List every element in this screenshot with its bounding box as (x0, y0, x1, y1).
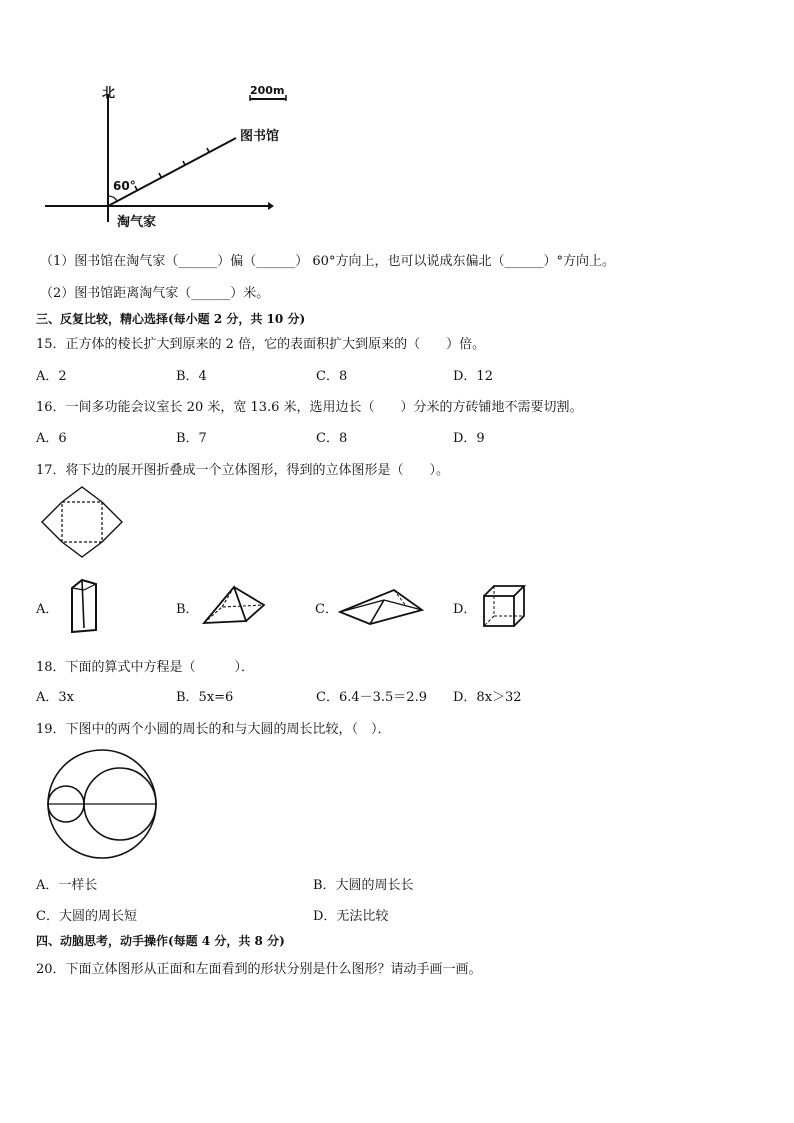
q18-option-b: B．5x=6 (176, 690, 234, 705)
q16-option-d: D．9 (453, 431, 485, 446)
net-bottom-triangle (62, 542, 102, 557)
ray-tick (207, 148, 209, 152)
q16-option-b: B．7 (176, 431, 207, 446)
east-arrow (268, 202, 274, 210)
cube-figure (478, 582, 532, 630)
q18-option-c: C．6.4－3.5＝2.9 (316, 690, 427, 705)
q18-option-d: D．8x＞32 (453, 690, 522, 705)
q15-option-c: C．8 (316, 369, 348, 384)
north-label: 北 (102, 86, 116, 101)
q17-option-d: D． (453, 602, 477, 617)
q18-option-a: A．3x (36, 690, 74, 705)
circles-figure (44, 748, 162, 862)
pyramid-net-figure (40, 485, 126, 559)
q17-option-a: A． (36, 602, 59, 617)
map-question-1: （1）图书馆在淘气家（______）偏（______） 60°方向上，也可以说成东偏北（______）°方向上。 (40, 254, 615, 269)
home-label: 淘气家 (117, 215, 157, 230)
question-20-stem: 20．下面立体图形从正面和左面看到的形状分别是什么图形？请动手画一画。 (36, 962, 482, 977)
map-question-2: （2）图书馆距离淘气家（______）米。 (40, 286, 270, 301)
q16-option-c: C．8 (316, 431, 348, 446)
q17-option-c: C． (315, 602, 338, 617)
angle-label: 60° (113, 179, 136, 193)
scale-label: 200m (250, 84, 285, 97)
library-label: 图书馆 (240, 129, 280, 144)
net-right-triangle (102, 502, 122, 542)
question-19-stem: 19．下图中的两个小圆的周长的和与大圆的周长比较，（ ）． (36, 722, 391, 737)
question-18-stem: 18．下面的算式中方程是（ ）． (36, 660, 255, 675)
triangular-prism-upright-figure (64, 576, 104, 636)
library-ray (108, 138, 236, 206)
q16-option-a: A．6 (36, 431, 67, 446)
q19-option-a: A．一样长 (36, 878, 98, 893)
question-15-stem: 15．正方体的棱长扩大到原来的 2 倍，它的表面积扩大到原来的（ ）倍。 (36, 337, 486, 352)
net-top-triangle (62, 487, 102, 502)
square-pyramid-figure (200, 583, 270, 627)
ray-tick (183, 161, 185, 165)
ray-tick (159, 173, 161, 177)
direction-map-figure (40, 80, 300, 230)
angle-arc (108, 196, 117, 201)
question-16-stem: 16．一间多功能会议室长 20 米，宽 13.6 米，选用边长（ ）分米的方砖铺地不需要切割。 (36, 400, 583, 415)
q15-option-a: A．2 (36, 369, 67, 384)
q19-option-b: B．大圆的周长长 (313, 878, 414, 893)
q19-option-c: C．大圆的周长短 (36, 909, 137, 924)
q19-option-d: D．无法比较 (313, 909, 389, 924)
triangular-prism-lying-figure (336, 584, 428, 628)
section-3-title: 三、反复比较，精心选择(每小题 2 分，共 10 分) (36, 312, 306, 326)
q17-option-b: B． (176, 602, 199, 617)
section-4-title: 四、动脑思考，动手操作(每题 4 分，共 8 分) (36, 934, 285, 948)
question-17-stem: 17．将下边的展开图折叠成一个立体图形，得到的立体图形是（ ）。 (36, 463, 450, 478)
net-base-square (62, 502, 102, 542)
net-left-triangle (42, 502, 62, 542)
q15-option-d: D．12 (453, 369, 493, 384)
q15-option-b: B．4 (176, 369, 207, 384)
